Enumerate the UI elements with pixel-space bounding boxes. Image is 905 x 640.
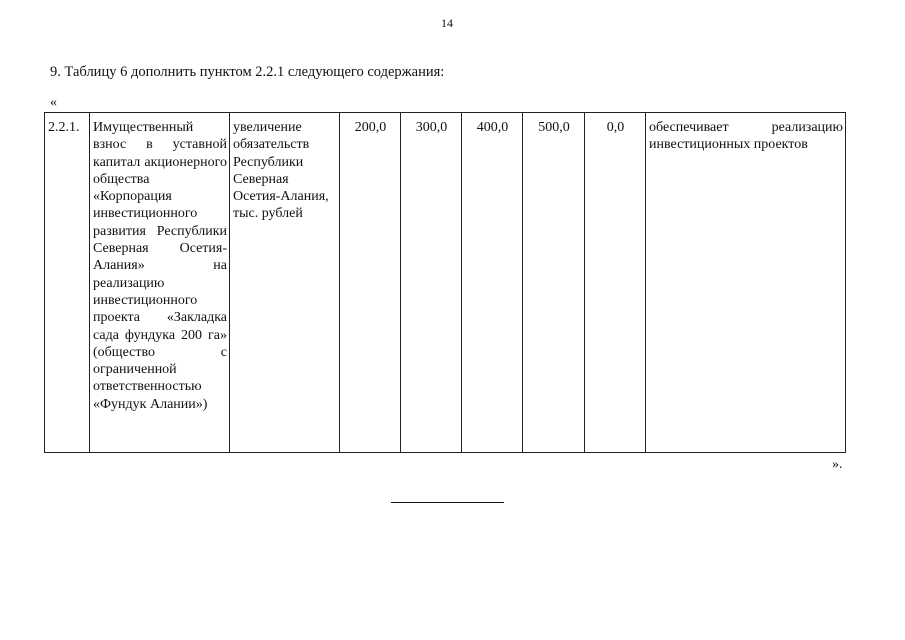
item-number-cell: 2.2.1. <box>45 113 90 453</box>
page-number: 14 <box>441 16 453 30</box>
closing-quote: ». <box>832 457 843 472</box>
value-cell-1: 200,0 <box>340 113 401 453</box>
indicator-cell: увеличение обязательств Республики Северная Осетия-Алания, тыс. рублей <box>230 113 340 453</box>
value-cell-3: 400,0 <box>462 113 523 453</box>
note-cell: обеспечивает реализацию инвестиционных проектов <box>646 113 846 453</box>
opening-quote: « <box>50 95 57 110</box>
value-cell-4: 500,0 <box>523 113 585 453</box>
table-row <box>45 113 846 453</box>
value-cell-2: 300,0 <box>401 113 462 453</box>
value-cell-5: 0,0 <box>585 113 646 453</box>
intro-paragraph: 9. Таблицу 6 дополнить пунктом 2.2.1 следующего содержания: <box>50 64 445 80</box>
item-name-cell: Имущественный взнос в уставной капитал акционерного общества «Корпорация инвестиционного развития Республики Северная Осетия-Алания» на реализацию инвестиционного проекта «Закладка сада фундука 200 га» (общество с ограниченной ответственностью «Фундук Алании») <box>90 113 230 453</box>
table-6-item-2-2-1 <box>44 112 846 453</box>
end-rule <box>391 502 504 503</box>
